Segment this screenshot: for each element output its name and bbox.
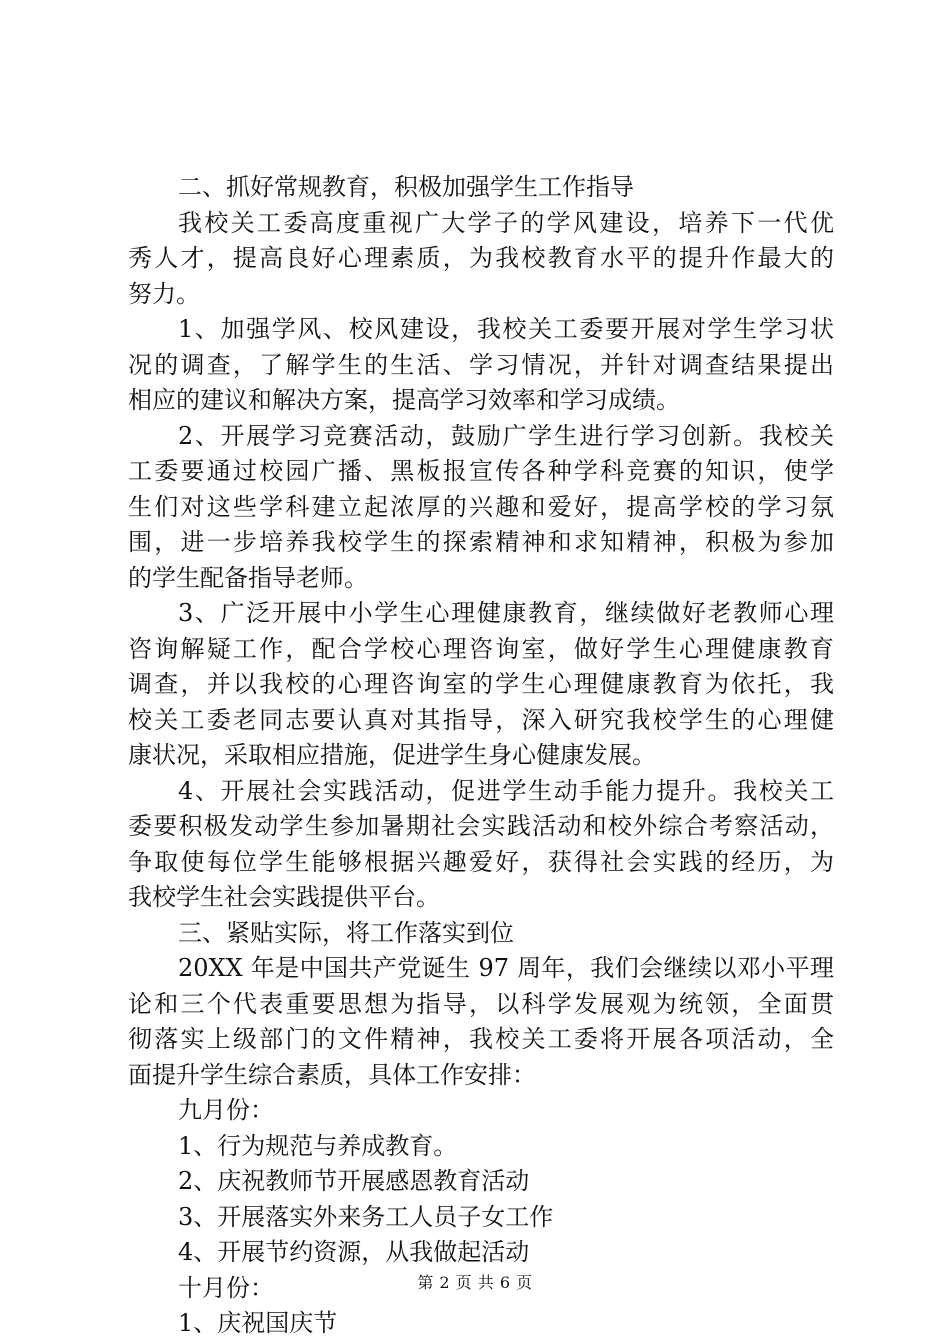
text-line: 4、开展节约资源，从我做起活动 <box>178 1238 530 1266</box>
text-line: 生们对这些学科建立起浓厚的兴趣和爱好，提高学校的学习氛 <box>128 492 834 521</box>
text-line: 面提升学生综合素质，具体工作安排： <box>128 1060 536 1089</box>
text-line: 论和三个代表重要思想为指导，以科学发展观为统领，全面贯 <box>128 989 834 1018</box>
text-line: 4、开展社会实践活动，促进学生动手能力提升。我校关工 <box>178 776 834 805</box>
text-line: 三、紧贴实际，将工作落实到位 <box>178 918 514 947</box>
text-line: 工委要通过校园广播、黑板报宣传各种学科竞赛的知识，使学 <box>128 457 834 485</box>
text-line: 努力。 <box>128 279 200 308</box>
document-body <box>128 170 834 1342</box>
text-line: 1、加强学风、校风建设，我校关工委要开展对学生学习状 <box>178 315 834 343</box>
text-line: 的学生配备指导老师。 <box>128 563 368 592</box>
text-line: 1、行为规范与养成教育。 <box>178 1131 458 1160</box>
text-line: 二、抓好常规教育，积极加强学生工作指导 <box>178 173 634 201</box>
text-line: 相应的建议和解决方案，提高学习效率和学习成绩。 <box>128 386 680 414</box>
text-line: 争取使每位学生能够根据兴趣爱好，获得社会实践的经历，为 <box>128 847 834 876</box>
text-line: 校关工委老同志要认真对其指导，深入研究我校学生的心理健 <box>128 705 834 734</box>
text-line: 2、开展学习竞赛活动，鼓励广学生进行学习创新。我校关 <box>178 421 834 450</box>
text-line: 3、开展落实外来务工人员子女工作 <box>178 1202 554 1231</box>
text-line: 20XX 年是中国共产党诞生 97 周年，我们会继续以邓小平理 <box>178 954 834 982</box>
text-line: 九月份： <box>178 1096 274 1124</box>
text-line: 3、广泛开展中小学生心理健康教育，继续做好老教师心理 <box>178 599 834 627</box>
text-line: 1、庆祝国庆节 <box>178 1309 338 1337</box>
text-line: 委要积极发动学生参加暑期社会实践活动和校外综合考察活动， <box>128 812 834 840</box>
text-line: 彻落实上级部门的文件精神，我校关工委将开展各项活动，全 <box>128 1025 834 1053</box>
text-line: 康状况，采取相应措施，促进学生身心健康发展。 <box>128 741 656 769</box>
page-number-footer: 第 2 页 共 6 页 <box>417 1273 533 1292</box>
text-line: 况的调查，了解学生的生活、学习情况，并针对调查结果提出 <box>128 350 834 379</box>
text-line: 咨询解疑工作，配合学校心理咨询室，做好学生心理健康教育 <box>128 634 834 663</box>
text-line: 调查，并以我校的心理咨询室的学生心理健康教育为依托，我 <box>128 670 834 698</box>
text-line: 十月份： <box>178 1273 274 1302</box>
text-line: 我校关工委高度重视广大学子的学风建设，培养下一代优 <box>178 208 834 237</box>
text-line: 我校学生社会实践提供平台。 <box>128 883 440 911</box>
text-line: 秀人才，提高良好心理素质，为我校教育水平的提升作最大的 <box>128 244 834 272</box>
text-line: 围，进一步培养我校学生的探索精神和求知精神，积极为参加 <box>128 528 834 556</box>
text-line: 2、庆祝教师节开展感恩教育活动 <box>178 1167 530 1195</box>
